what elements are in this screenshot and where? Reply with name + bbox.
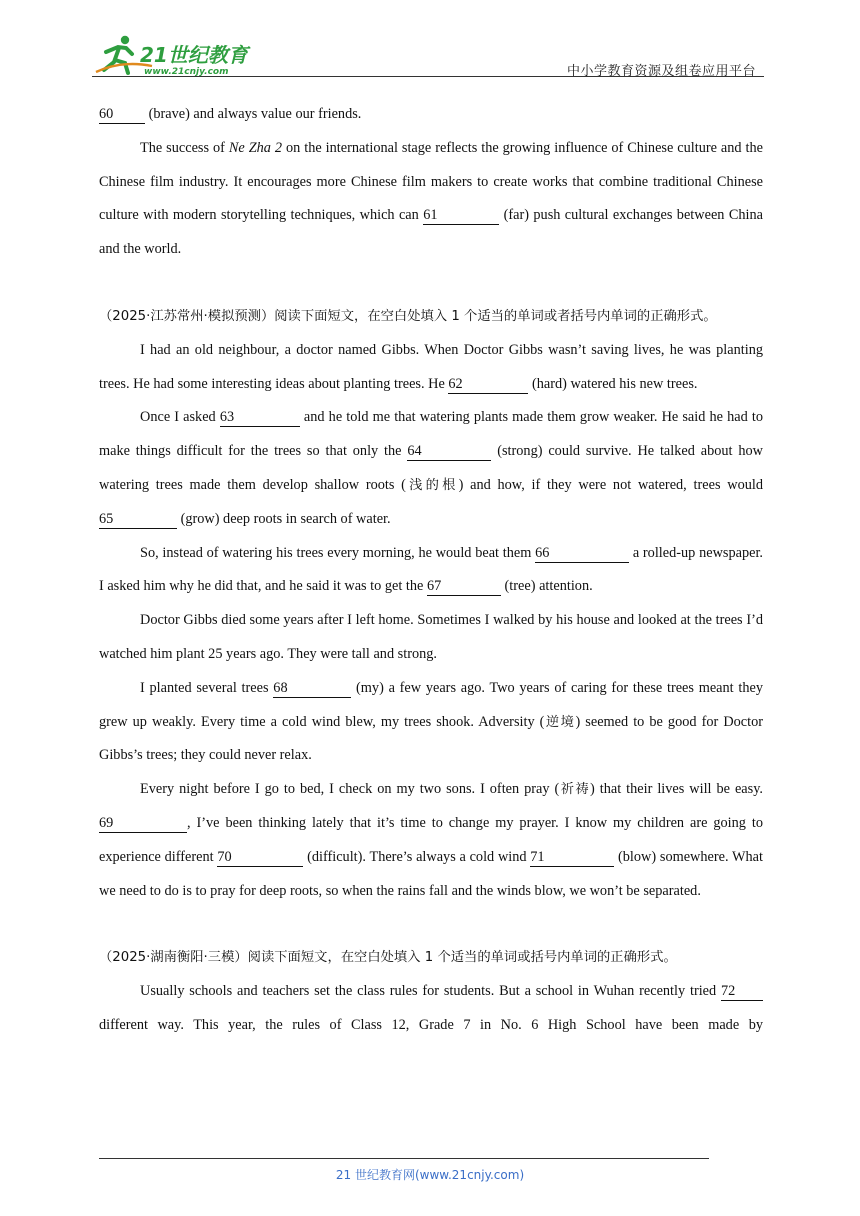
- answer-blank-62[interactable]: 62: [448, 376, 528, 394]
- paragraph: The success of Ne Zha 2 on the international stage reflects the growing influence of Chinese culture and the Chinese film industry. It encourages more Chinese film makers to create works that combine traditional Chinese culture with modern storytelling techniques, which can 61 (far) push cultural exchanges between China and the world.: [99, 139, 763, 258]
- answer-blank-65[interactable]: 65: [99, 511, 177, 529]
- answer-blank-71[interactable]: 71: [530, 849, 614, 867]
- svg-text:21世纪教育: 21世纪教育: [140, 43, 248, 67]
- footer-link[interactable]: 21 世纪教育网(www.21cnjy.com): [335, 1168, 525, 1182]
- answer-blank-66[interactable]: 66: [535, 545, 629, 563]
- page-header: [92, 32, 764, 78]
- answer-blank-63[interactable]: 63: [220, 409, 300, 427]
- answer-blank-69[interactable]: 69: [99, 815, 187, 833]
- section-heading: （2025·湖南衡阳·三模）阅读下面短文，在空白处填入 1 个适当的单词或括号内单词的正确形式。: [99, 950, 677, 966]
- paragraph: 60 (brave) and always value our friends.: [99, 106, 362, 122]
- paragraph: Usually schools and teachers set the class rules for students. But a school in Wuhan recently tried 72 different way. This year, the rules of Class 12, Grade 7 in No. 6 High School have been made by: [99, 983, 763, 1033]
- paragraph: Doctor Gibbs died some years after I left home. Sometimes I walked by his house and looked at the trees I’d watched him plant 25 years ago. They were tall and strong.: [99, 612, 763, 662]
- paragraph: I planted several trees 68 (my) a few years ago. Two years of caring for these trees meant they grew up weakly. Every time a cold wind blew, my trees shook. Adversity (逆境) seemed to be good for Doctor Gibbs’s trees; they could never relax.: [99, 679, 764, 764]
- paragraph: Once I asked 63 and he told me that watering plants made them grow weaker. He said he had to make things difficult for the trees so that only the 64 (strong) could survive. He talked about how watering trees made them develop shallow roots (浅的根) and how, if they were not watered, trees would 65 (grow) deep roots in search of water.: [99, 409, 764, 527]
- platform-title: 中小学教育资源及组卷应用平台: [566, 64, 756, 79]
- document-body: [99, 98, 763, 1043]
- answer-blank-67[interactable]: 67: [427, 578, 501, 596]
- footer-divider: [99, 1158, 709, 1159]
- answer-blank-68[interactable]: 68: [273, 680, 351, 698]
- paragraph: I had an old neighbour, a doctor named Gibbs. When Doctor Gibbs wasn’t saving lives, he was planting trees. He had some interesting ideas about planting trees. He 62 (hard) watered his new trees.: [99, 341, 763, 392]
- answer-blank-64[interactable]: 64: [407, 443, 491, 461]
- section-heading: （2025·江苏常州·模拟预测）阅读下面短文，在空白处填入 1 个适当的单词或者括号内单词的正确形式。: [99, 308, 717, 324]
- answer-blank-72[interactable]: 72: [721, 983, 763, 1001]
- paragraph: So, instead of watering his trees every morning, he would beat them 66 a rolled-up newspaper. I asked him why he did that, and he said it was to get the 67 (tree) attention.: [99, 544, 763, 595]
- film-title: Ne Zha 2: [228, 139, 283, 156]
- answer-blank-70[interactable]: 70: [217, 849, 303, 867]
- svg-text:www.21cnjy.com: www.21cnjy.com: [144, 67, 229, 76]
- header-divider: [92, 76, 764, 77]
- logo-21cnjy: [92, 32, 262, 76]
- answer-blank-61[interactable]: 61: [423, 207, 499, 225]
- paragraph: Every night before I go to bed, I check on my two sons. I often pray (祈祷) that their lives will be easy. 69 , I’ve been thinking lately that it’s time to change my prayer. I know my children are going to experience different 70 (difficult). There’s always a cold wind 71 (blow) somewhere. What we need to do is to pray for deep roots, so when the rains fall and the winds blow, we won’t be separated.: [99, 781, 763, 899]
- answer-blank-60[interactable]: 60: [99, 106, 145, 124]
